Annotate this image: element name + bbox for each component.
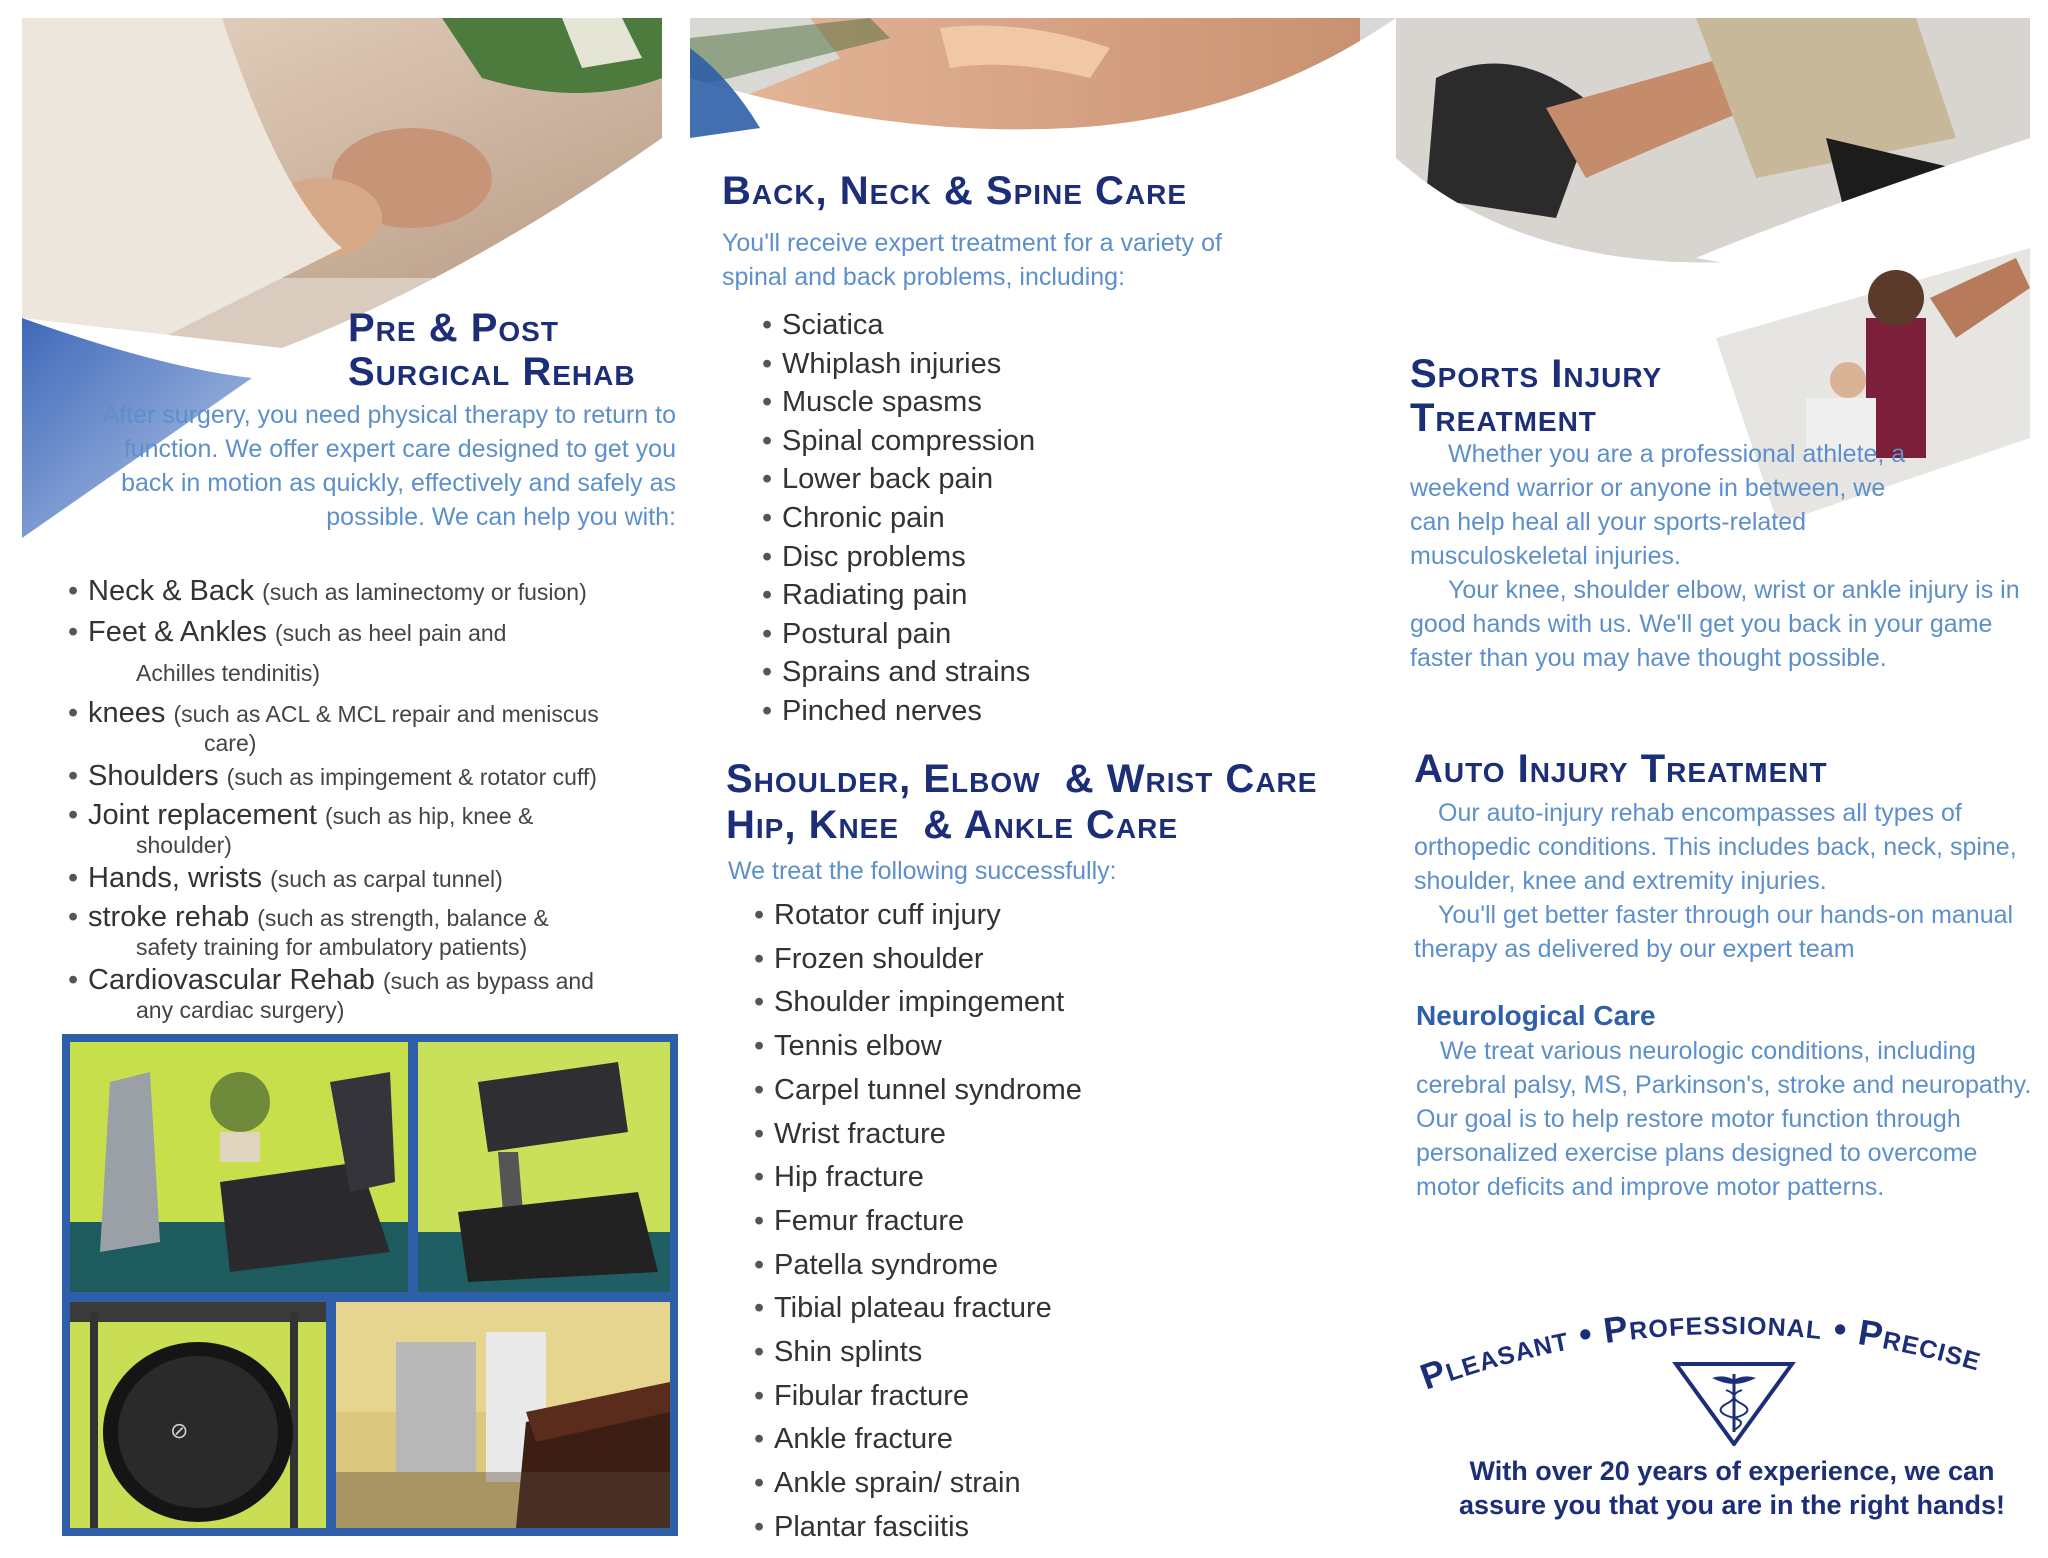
caduceus-icon <box>1672 1360 1796 1446</box>
list-item: • Tibial plateau fracture <box>754 1287 1082 1331</box>
tagline: Pleasant • Professional • Precise <box>1414 1300 1987 1398</box>
back-care-list <box>762 306 1035 731</box>
list-item: • Whiplash injuries <box>762 345 1035 384</box>
list-item: • Frozen shoulder <box>754 938 1082 982</box>
middle-panel <box>690 0 1396 1558</box>
rebounder-photo <box>70 1302 326 1528</box>
list-item: • Shin splints <box>754 1331 1082 1375</box>
heading-line-2: Treatment <box>1410 396 1597 440</box>
auto-paragraph-1: Our auto-injury rehab encompasses all types of orthopedic conditions. This includes back, neck, spine, shoulder, knee and extremity injuries. <box>1414 799 2017 895</box>
list-item: • stroke rehab (such as strength, balance & safety training for ambulatory patients) <box>68 900 688 959</box>
list-item: • Femur fracture <box>754 1200 1082 1244</box>
closing-line-2: assure you that you are in the right hands! <box>1458 1490 2006 1520</box>
heading-line-1: Sports Injury <box>1410 352 1663 396</box>
list-item: • Hands, wrists (such as carpal tunnel) <box>68 861 688 896</box>
list-item: • Pinched nerves <box>762 692 1035 731</box>
list-item: • Ankle sprain/ strain <box>754 1462 1082 1506</box>
list-item: • Ankle fracture <box>754 1418 1082 1462</box>
recumbent-bike-photo <box>70 1042 408 1292</box>
auto-injury-heading: Auto Injury Treatment <box>1414 747 1828 791</box>
list-item: • Cardiovascular Rehab (such as bypass and any cardiac surgery) <box>68 963 688 1022</box>
list-item: • Wrist fracture <box>754 1113 1082 1157</box>
heading-line-2: Hip, Knee & Ankle Care <box>726 803 1178 847</box>
sports-injury-heading <box>1410 352 1662 440</box>
sports-injury-text <box>1410 437 2030 675</box>
heading-line-2: Surgical Rehab <box>348 350 636 394</box>
list-item: • Tennis elbow <box>754 1025 1082 1069</box>
heading-line-1: Shoulder, Elbow & Wrist Care <box>726 757 1318 801</box>
heading-line-1: Pre & Post <box>348 306 559 350</box>
list-item: • Postural pain <box>762 615 1035 654</box>
auto-injury-text <box>1414 796 2030 966</box>
closing-statement <box>1432 1454 2032 1522</box>
list-item: • Disc problems <box>762 538 1035 577</box>
auto-paragraph-2: You'll get better faster through our hands-on manual therapy as delivered by our expert team <box>1414 901 2014 963</box>
list-item: • Shoulders (such as impingement & rotator cuff) <box>68 759 688 794</box>
left-panel <box>0 0 690 1558</box>
right-panel <box>1396 0 2048 1558</box>
list-item: • Rotator cuff injury <box>754 894 1082 938</box>
equipment-photo-collage <box>62 1034 678 1536</box>
list-item: • Sprains and strains <box>762 653 1035 692</box>
joint-care-intro: We treat the following successfully: <box>728 857 1117 885</box>
sports-paragraph-2: Your knee, shoulder elbow, wrist or ankle injury is in good hands with us. We'll get you back in your game faster than you may have thought possible. <box>1410 576 2020 672</box>
list-item: • Shoulder impingement <box>754 981 1082 1025</box>
surgical-rehab-intro: After surgery, you need physical therapy to return to function. We offer expert care designed to get you back in motion as quickly, effectively and safely as possible. We can help you with: <box>102 401 676 531</box>
closing-line-1: With over 20 years of experience, we can <box>1469 1456 1995 1486</box>
list-item: • Muscle spasms <box>762 383 1035 422</box>
sports-paragraph-1: Whether you are a professional athlete, a weekend warrior or anyone in between, we can help heal all your sports-related musculoskeletal injuries. <box>1410 440 1906 570</box>
joint-care-heading <box>726 756 1317 848</box>
treadmill-photo <box>418 1042 670 1292</box>
list-item: • Patella syndrome <box>754 1244 1082 1288</box>
list-item: • Fibular fracture <box>754 1375 1082 1419</box>
svg-text:⊘: ⊘ <box>170 1418 189 1443</box>
list-item: • Joint replacement (such as hip, knee & shoulder) <box>68 798 688 857</box>
list-item: • Lower back pain <box>762 460 1035 499</box>
surgical-rehab-heading <box>348 306 636 394</box>
treatment-room-photo <box>336 1302 670 1528</box>
list-item: • Plantar fasciitis <box>754 1506 1082 1550</box>
back-care-heading: Back, Neck & Spine Care <box>722 169 1188 213</box>
list-item: • Feet & Ankles (such as heel pain and Achilles tendinitis) <box>68 615 688 690</box>
list-item: • Sciatica <box>762 306 1035 345</box>
neurological-care-heading: Neurological Care <box>1416 1000 1656 1031</box>
list-item: • Hip fracture <box>754 1156 1082 1200</box>
surgical-rehab-list <box>68 574 688 1022</box>
back-care-intro: You'll receive expert treatment for a variety of spinal and back problems, including: <box>722 229 1222 291</box>
list-item: • knees (such as ACL & MCL repair and meniscus care) <box>68 696 688 755</box>
list-item: • Chronic pain <box>762 499 1035 538</box>
list-item: • Neck & Back (such as laminectomy or fusion) <box>68 574 688 609</box>
neurological-care-text: We treat various neurologic conditions, including cerebral palsy, MS, Parkinson's, stroke and neuropathy. Our goal is to help restore motor function through personalized exercise plans designed to overcome motor deficits and improve motor patterns. <box>1416 1037 2032 1201</box>
list-item: • Radiating pain <box>762 576 1035 615</box>
joint-care-list <box>754 894 1082 1550</box>
list-item: • Carpel tunnel syndrome <box>754 1069 1082 1113</box>
list-item: • Spinal compression <box>762 422 1035 461</box>
